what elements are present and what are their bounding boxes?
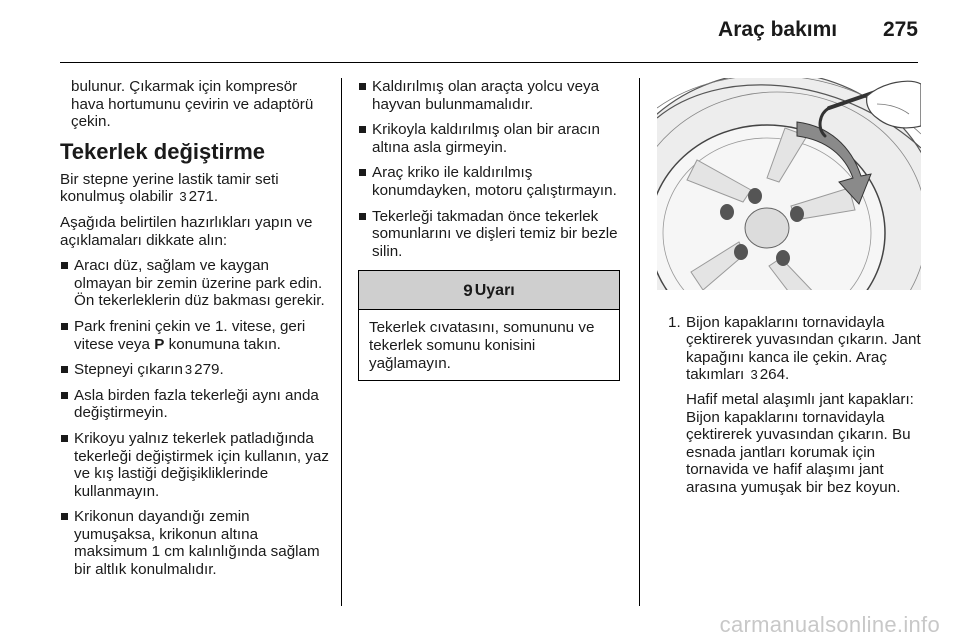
cross-reference-page[interactable]: 271.	[188, 188, 219, 206]
watermark: carmanualsonline.info	[719, 612, 940, 637]
warning-text: Tekerlek cıvatasını, somununu ve tekerlek somunu konisini yağlamayın.	[369, 319, 595, 372]
list-item	[656, 314, 921, 497]
header-rule	[60, 62, 918, 63]
chapter-title: Araç bakımı	[718, 18, 838, 41]
list-item: Kaldırılmış olan araçta yolcu veya hayvan bulunmamalıdır.	[358, 78, 620, 113]
step-text: Bijon kapaklarını tornavidayla çektirerek yuvasından çıkarın. Jant kapağını kanca ile çekin. Araç takımları 3 264.	[686, 313, 921, 384]
bullet-icon	[61, 435, 68, 442]
warning-box	[358, 270, 620, 381]
list-item: Krikoyu yalnız tekerlek patladığında tekerleği değiştirmek için kullanın, yaz ve kış lastiği değişikliklerinde kullanmayın.	[60, 430, 330, 500]
warning-title: Uyarı	[474, 281, 515, 299]
cross-reference-icon: 3	[179, 189, 187, 205]
column-left	[60, 78, 330, 587]
warning-header	[359, 271, 619, 310]
bullet-icon	[61, 323, 68, 330]
cross-reference-icon: 3	[750, 367, 758, 383]
list-item: Krikoyla kaldırılmış olan bir aracın altına asla girmeyin.	[358, 121, 620, 156]
wheel-cover-illustration	[657, 78, 921, 290]
cross-reference-icon: 3	[184, 362, 193, 378]
bullet-icon	[61, 262, 68, 269]
cross-reference-page[interactable]: 264.	[759, 366, 790, 384]
procedure-steps	[656, 314, 921, 497]
intro-paragraph: Bir stepne yerine lastik tamir seti konulmuş olabilir 3 271.	[60, 170, 279, 206]
preparation-list	[60, 257, 330, 579]
section-heading: Tekerlek değiştirme	[60, 138, 266, 164]
list-item: Park frenini çekin ve 1. vitese, geri vitese veya P konumuna takın.	[60, 318, 330, 353]
column-right	[656, 78, 921, 504]
column-divider-1	[341, 78, 342, 606]
bullet-icon	[359, 83, 366, 90]
column-middle	[358, 78, 620, 381]
page-number: 275	[882, 18, 918, 41]
list-item: Aracı düz, sağlam ve kaygan olmayan bir zemin üzerine park edin. Ön tekerleklerin düz bakması gerekir.	[60, 257, 330, 310]
page-header	[718, 18, 918, 42]
list-item: Krikonun dayandığı zemin yumuşaksa, krikonun altına maksimum 1 cm kalınlığında sağlam bir altlık konulmalıdır.	[60, 508, 330, 578]
gear-letter: P	[154, 335, 165, 353]
bullet-icon	[359, 126, 366, 133]
column-divider-2	[639, 78, 640, 606]
step-note: Hafif metal alaşımlı jant kapakları: Bijon kapaklarını tornavidayla çektirerek yuvasından çıkarın. Bu esnada jantları korumak için tornavida ve hafif alaşımı jant arasına yumuşak bir bez koyun.	[686, 390, 914, 496]
bullet-icon	[359, 213, 366, 220]
list-item: Stepneyi çıkarın 3 279.	[60, 361, 330, 379]
list-item: Asla birden fazla tekerleği aynı anda değiştirmeyin.	[60, 387, 330, 422]
bullet-icon	[61, 513, 68, 520]
list-item: Tekerleği takmadan önce tekerlek somunlarını ve dişleri temiz bir bezle silin.	[358, 208, 620, 261]
step-number: 1.	[668, 313, 681, 331]
instruction-paragraph: Aşağıda belirtilen hazırlıkları yapın ve açıklamaları dikkate alın:	[60, 213, 313, 249]
bullet-icon	[359, 169, 366, 176]
list-item: Araç kriko ile kaldırılmış konumdayken, motoru çalıştırmayın.	[358, 164, 620, 199]
bullet-icon	[61, 366, 68, 373]
safety-list	[358, 78, 620, 260]
cross-reference-page[interactable]: 279.	[194, 361, 224, 379]
warning-icon: 9	[463, 280, 473, 300]
continuation-text: bulunur. Çıkarmak için kompresör hava hortumunu çevirin ve adaptörü çekin.	[71, 78, 314, 131]
bullet-icon	[61, 392, 68, 399]
